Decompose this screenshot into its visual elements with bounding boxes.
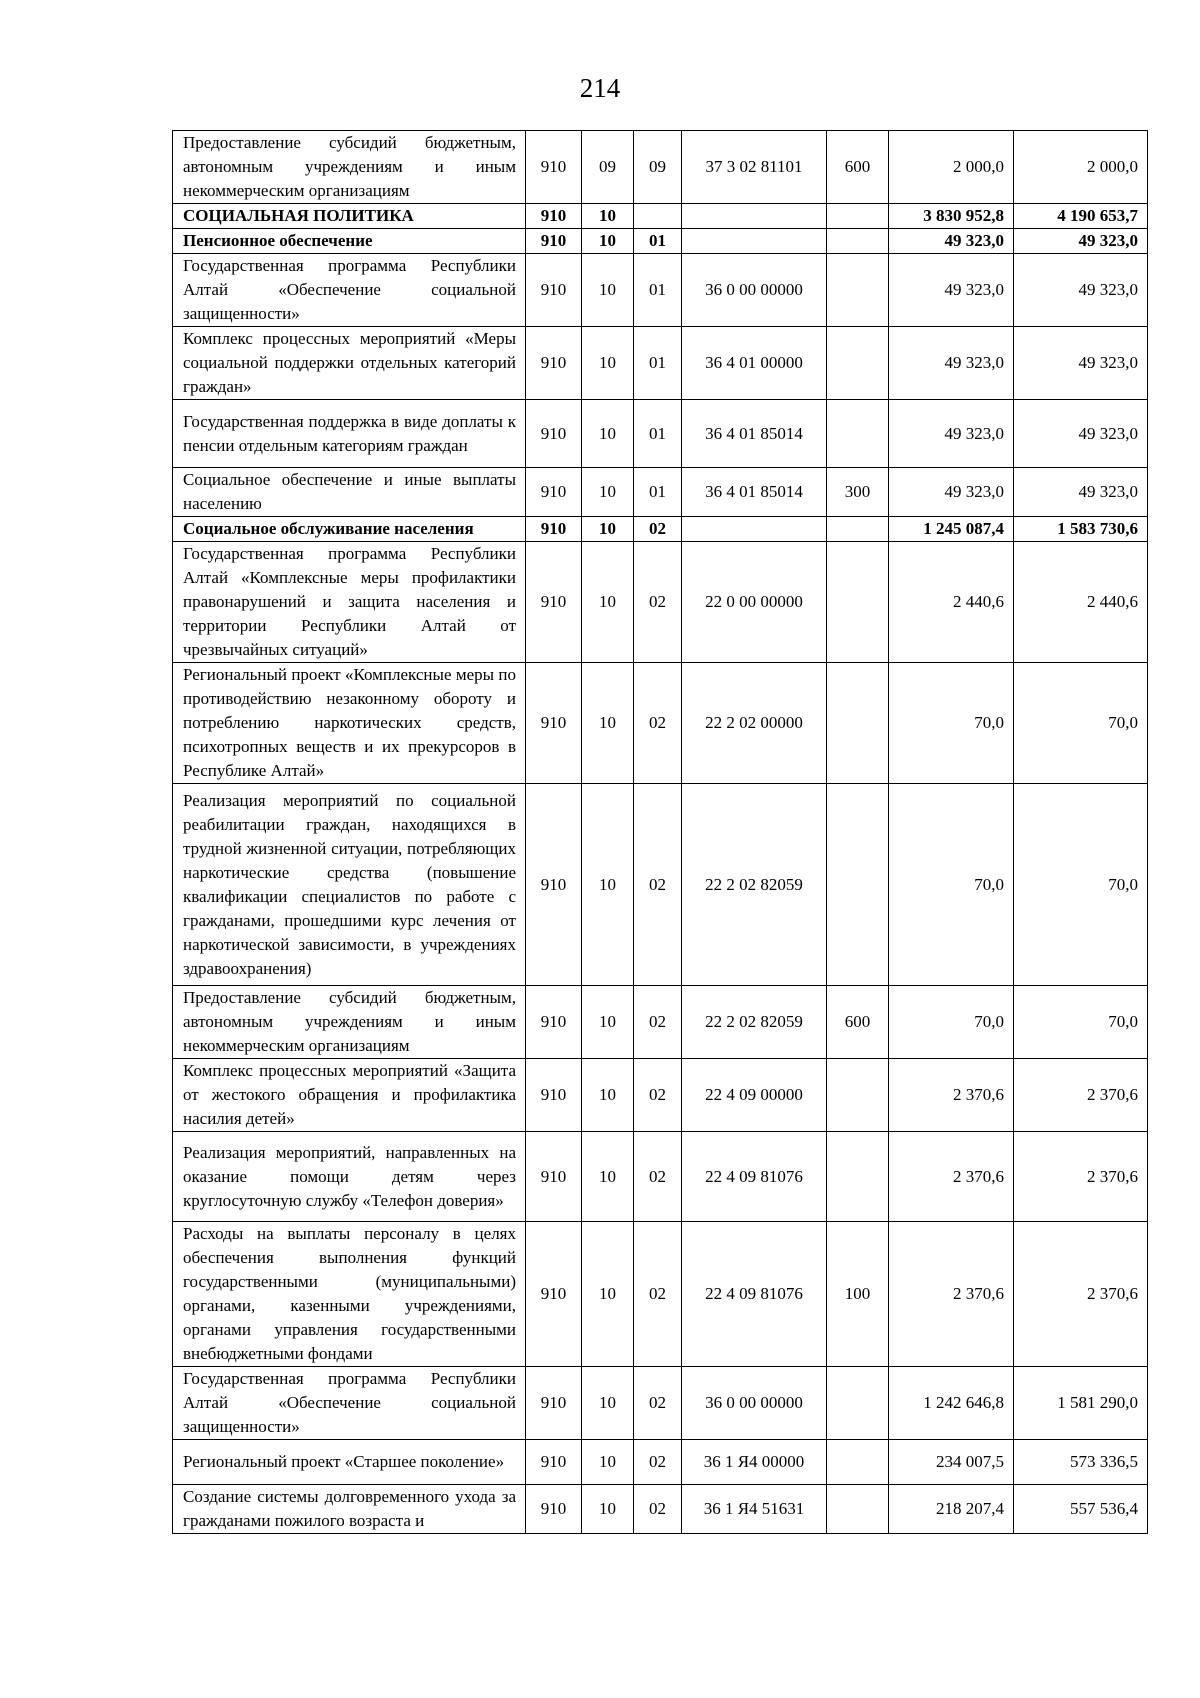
row-name-cell: Региональный проект «Комплексные меры по противодействию незаконному обороту и потреблению наркотических средств, психотропных веществ и их прекурсоров в Республике Алтай» — [173, 663, 526, 784]
target-article-cell: 22 4 09 81076 — [682, 1132, 827, 1222]
subsection-code-cell — [634, 204, 682, 229]
amount-year2-cell: 70,0 — [1014, 784, 1148, 986]
target-article-cell: 36 4 01 85014 — [682, 400, 827, 468]
section-code-cell: 10 — [582, 1222, 634, 1367]
grbs-code-cell: 910 — [526, 229, 582, 254]
table-row — [173, 1485, 1148, 1534]
grbs-code-cell: 910 — [526, 542, 582, 663]
amount-year2-cell: 4 190 653,7 — [1014, 204, 1148, 229]
expense-type-cell — [827, 229, 889, 254]
subsection-code-cell: 02 — [634, 784, 682, 986]
row-name-cell: СОЦИАЛЬНАЯ ПОЛИТИКА — [173, 204, 526, 229]
table-row — [173, 986, 1148, 1059]
amount-year1-cell: 49 323,0 — [889, 229, 1014, 254]
row-name-cell: Реализация мероприятий, направленных на оказание помощи детям через круглосуточную службу «Телефон доверия» — [173, 1132, 526, 1222]
amount-year1-cell: 2 370,6 — [889, 1132, 1014, 1222]
table-row — [173, 327, 1148, 400]
table-row — [173, 1222, 1148, 1367]
expense-type-cell — [827, 204, 889, 229]
section-code-cell: 10 — [582, 1440, 634, 1485]
amount-year1-cell: 70,0 — [889, 663, 1014, 784]
amount-year2-cell: 49 323,0 — [1014, 468, 1148, 517]
section-code-cell: 10 — [582, 663, 634, 784]
budget-table — [172, 130, 1148, 1534]
target-article-cell: 36 4 01 00000 — [682, 327, 827, 400]
grbs-code-cell: 910 — [526, 400, 582, 468]
section-code-cell: 10 — [582, 517, 634, 542]
amount-year1-cell: 1 242 646,8 — [889, 1367, 1014, 1440]
expense-type-cell: 100 — [827, 1222, 889, 1367]
subsection-code-cell: 01 — [634, 468, 682, 517]
expense-type-cell — [827, 254, 889, 327]
row-name-cell: Государственная программа Республики Алтай «Комплексные меры профилактики правонарушений и защита населения и территории Республики Алтай от чрезвычайных ситуаций» — [173, 542, 526, 663]
table-body — [173, 131, 1148, 1534]
row-name-cell: Государственная программа Республики Алтай «Обеспечение социальной защищенности» — [173, 254, 526, 327]
amount-year1-cell: 2 440,6 — [889, 542, 1014, 663]
subsection-code-cell: 09 — [634, 131, 682, 204]
row-name-cell: Государственная программа Республики Алтай «Обеспечение социальной защищенности» — [173, 1367, 526, 1440]
expense-type-cell — [827, 517, 889, 542]
target-article-cell: 22 2 02 00000 — [682, 663, 827, 784]
target-article-cell: 22 4 09 81076 — [682, 1222, 827, 1367]
expense-type-cell — [827, 542, 889, 663]
subsection-code-cell: 01 — [634, 400, 682, 468]
amount-year2-cell: 1 583 730,6 — [1014, 517, 1148, 542]
amount-year2-cell: 49 323,0 — [1014, 327, 1148, 400]
subsection-code-cell: 01 — [634, 327, 682, 400]
grbs-code-cell: 910 — [526, 131, 582, 204]
expense-type-cell — [827, 784, 889, 986]
amount-year1-cell: 49 323,0 — [889, 254, 1014, 327]
amount-year2-cell: 2 370,6 — [1014, 1059, 1148, 1132]
subsection-code-cell: 02 — [634, 986, 682, 1059]
amount-year1-cell: 70,0 — [889, 986, 1014, 1059]
grbs-code-cell: 910 — [526, 1367, 582, 1440]
table-row — [173, 1132, 1148, 1222]
amount-year2-cell: 49 323,0 — [1014, 229, 1148, 254]
expense-type-cell — [827, 327, 889, 400]
table-row — [173, 468, 1148, 517]
section-code-cell: 10 — [582, 327, 634, 400]
table-row — [173, 663, 1148, 784]
grbs-code-cell: 910 — [526, 1222, 582, 1367]
row-name-cell: Социальное обеспечение и иные выплаты населению — [173, 468, 526, 517]
table-row — [173, 229, 1148, 254]
table-row — [173, 1440, 1148, 1485]
row-name-cell: Региональный проект «Старшее поколение» — [173, 1440, 526, 1485]
amount-year2-cell: 1 581 290,0 — [1014, 1367, 1148, 1440]
subsection-code-cell: 02 — [634, 1222, 682, 1367]
section-code-cell: 10 — [582, 1485, 634, 1534]
target-article-cell: 36 0 00 00000 — [682, 254, 827, 327]
row-name-cell: Государственная поддержка в виде доплаты к пенсии отдельным категориям граждан — [173, 400, 526, 468]
subsection-code-cell: 01 — [634, 254, 682, 327]
grbs-code-cell: 910 — [526, 1485, 582, 1534]
expense-type-cell — [827, 400, 889, 468]
grbs-code-cell: 910 — [526, 1440, 582, 1485]
subsection-code-cell: 02 — [634, 517, 682, 542]
expense-type-cell — [827, 1440, 889, 1485]
expense-type-cell — [827, 1059, 889, 1132]
amount-year1-cell: 2 000,0 — [889, 131, 1014, 204]
subsection-code-cell: 02 — [634, 663, 682, 784]
expense-type-cell — [827, 1367, 889, 1440]
grbs-code-cell: 910 — [526, 468, 582, 517]
section-code-cell: 10 — [582, 784, 634, 986]
row-name-cell: Пенсионное обеспечение — [173, 229, 526, 254]
target-article-cell: 36 4 01 85014 — [682, 468, 827, 517]
amount-year1-cell: 2 370,6 — [889, 1222, 1014, 1367]
grbs-code-cell: 910 — [526, 517, 582, 542]
target-article-cell: 37 3 02 81101 — [682, 131, 827, 204]
grbs-code-cell: 910 — [526, 663, 582, 784]
amount-year1-cell: 70,0 — [889, 784, 1014, 986]
page-number: 214 — [579, 73, 621, 103]
expense-type-cell — [827, 1485, 889, 1534]
amount-year2-cell: 49 323,0 — [1014, 254, 1148, 327]
amount-year2-cell: 2 440,6 — [1014, 542, 1148, 663]
amount-year1-cell: 2 370,6 — [889, 1059, 1014, 1132]
expense-type-cell — [827, 663, 889, 784]
target-article-cell: 22 2 02 82059 — [682, 784, 827, 986]
row-name-cell: Комплекс процессных мероприятий «Меры социальной поддержки отдельных категорий граждан» — [173, 327, 526, 400]
subsection-code-cell: 02 — [634, 542, 682, 663]
target-article-cell — [682, 204, 827, 229]
row-name-cell: Создание системы долговременного ухода за гражданами пожилого возраста и — [173, 1485, 526, 1534]
target-article-cell: 36 1 Я4 00000 — [682, 1440, 827, 1485]
amount-year2-cell: 2 370,6 — [1014, 1222, 1148, 1367]
target-article-cell: 22 2 02 82059 — [682, 986, 827, 1059]
amount-year1-cell: 49 323,0 — [889, 400, 1014, 468]
table-row — [173, 1367, 1148, 1440]
grbs-code-cell: 910 — [526, 204, 582, 229]
row-name-cell: Расходы на выплаты персоналу в целях обеспечения выполнения функций государственными (муниципальными) органами, казенными учреждениями, органами управления государственными внебюджетными фондами — [173, 1222, 526, 1367]
row-name-cell: Комплекс процессных мероприятий «Защита от жестокого обращения и профилактика насилия детей» — [173, 1059, 526, 1132]
section-code-cell: 10 — [582, 400, 634, 468]
amount-year2-cell: 2 370,6 — [1014, 1132, 1148, 1222]
target-article-cell — [682, 229, 827, 254]
grbs-code-cell: 910 — [526, 784, 582, 986]
section-code-cell: 10 — [582, 1367, 634, 1440]
grbs-code-cell: 910 — [526, 1132, 582, 1222]
expense-type-cell: 600 — [827, 986, 889, 1059]
amount-year2-cell: 573 336,5 — [1014, 1440, 1148, 1485]
section-code-cell: 10 — [582, 229, 634, 254]
section-code-cell: 10 — [582, 1132, 634, 1222]
target-article-cell: 36 0 00 00000 — [682, 1367, 827, 1440]
subsection-code-cell: 01 — [634, 229, 682, 254]
grbs-code-cell: 910 — [526, 327, 582, 400]
subsection-code-cell: 02 — [634, 1059, 682, 1132]
row-name-cell: Предоставление субсидий бюджетным, автономным учреждениям и иным некоммерческим организациям — [173, 986, 526, 1059]
expense-type-cell: 600 — [827, 131, 889, 204]
section-code-cell: 09 — [582, 131, 634, 204]
grbs-code-cell: 910 — [526, 986, 582, 1059]
grbs-code-cell: 910 — [526, 1059, 582, 1132]
section-code-cell: 10 — [582, 204, 634, 229]
amount-year1-cell: 234 007,5 — [889, 1440, 1014, 1485]
table-row — [173, 204, 1148, 229]
subsection-code-cell: 02 — [634, 1440, 682, 1485]
amount-year1-cell: 3 830 952,8 — [889, 204, 1014, 229]
section-code-cell: 10 — [582, 1059, 634, 1132]
row-name-cell: Предоставление субсидий бюджетным, автономным учреждениям и иным некоммерческим организациям — [173, 131, 526, 204]
expense-type-cell: 300 — [827, 468, 889, 517]
amount-year1-cell: 218 207,4 — [889, 1485, 1014, 1534]
table-row — [173, 1059, 1148, 1132]
expense-type-cell — [827, 1132, 889, 1222]
table-row — [173, 784, 1148, 986]
amount-year1-cell: 49 323,0 — [889, 468, 1014, 517]
target-article-cell: 22 0 00 00000 — [682, 542, 827, 663]
table-row — [173, 542, 1148, 663]
amount-year2-cell: 70,0 — [1014, 986, 1148, 1059]
target-article-cell: 22 4 09 00000 — [682, 1059, 827, 1132]
table-row — [173, 400, 1148, 468]
section-code-cell: 10 — [582, 468, 634, 517]
section-code-cell: 10 — [582, 542, 634, 663]
table-row — [173, 254, 1148, 327]
section-code-cell: 10 — [582, 986, 634, 1059]
subsection-code-cell: 02 — [634, 1485, 682, 1534]
subsection-code-cell: 02 — [634, 1132, 682, 1222]
table-row — [173, 131, 1148, 204]
amount-year2-cell: 49 323,0 — [1014, 400, 1148, 468]
amount-year2-cell: 2 000,0 — [1014, 131, 1148, 204]
section-code-cell: 10 — [582, 254, 634, 327]
amount-year1-cell: 1 245 087,4 — [889, 517, 1014, 542]
amount-year2-cell: 557 536,4 — [1014, 1485, 1148, 1534]
row-name-cell: Социальное обслуживание населения — [173, 517, 526, 542]
target-article-cell — [682, 517, 827, 542]
row-name-cell: Реализация мероприятий по социальной реабилитации граждан, находящихся в трудной жизненной ситуации, потребляющих наркотические средства (повышение квалификации специалистов по работе с гражданами, прошедшими курс лечения от наркотической зависимости, в учреждениях здравоохранения) — [173, 784, 526, 986]
subsection-code-cell: 02 — [634, 1367, 682, 1440]
amount-year2-cell: 70,0 — [1014, 663, 1148, 784]
target-article-cell: 36 1 Я4 51631 — [682, 1485, 827, 1534]
grbs-code-cell: 910 — [526, 254, 582, 327]
table-row — [173, 517, 1148, 542]
amount-year1-cell: 49 323,0 — [889, 327, 1014, 400]
